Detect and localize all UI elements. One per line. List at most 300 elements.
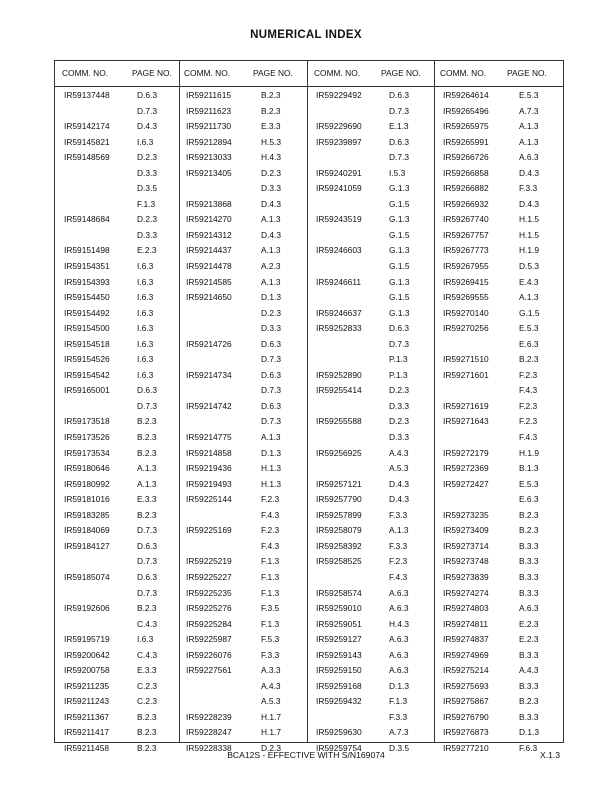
page-no: D.6.3 bbox=[261, 369, 282, 380]
index-row bbox=[64, 337, 174, 353]
index-row bbox=[443, 586, 558, 602]
page-no: D.2.3 bbox=[261, 742, 282, 753]
page-no: H.5.3 bbox=[261, 136, 282, 147]
page-no: B.3.3 bbox=[519, 587, 539, 598]
comm-no: IR59214437 bbox=[186, 245, 232, 256]
index-row bbox=[443, 383, 558, 399]
page-no: G.1.3 bbox=[389, 214, 410, 225]
comm-no: IR59200758 bbox=[64, 665, 110, 676]
comm-no: IR59259010 bbox=[316, 603, 362, 614]
page-no: F.2.3 bbox=[261, 494, 280, 505]
index-row bbox=[316, 259, 426, 275]
page-no: D.7.3 bbox=[137, 400, 158, 411]
page-no: C.2.3 bbox=[137, 696, 158, 707]
comm-no: IR59246603 bbox=[316, 245, 362, 256]
index-row bbox=[443, 135, 558, 151]
index-row bbox=[443, 306, 558, 322]
index-row bbox=[443, 508, 558, 524]
index-row bbox=[186, 104, 301, 120]
index-row bbox=[316, 477, 426, 493]
index-row bbox=[64, 694, 174, 710]
index-row bbox=[316, 508, 426, 524]
index-row bbox=[64, 150, 174, 166]
comm-no: IR59214650 bbox=[186, 292, 232, 303]
comm-no: IR59266932 bbox=[443, 198, 489, 209]
index-row bbox=[316, 632, 426, 648]
index-row bbox=[64, 601, 174, 617]
index-row bbox=[316, 554, 426, 570]
index-row bbox=[186, 461, 301, 477]
index-row bbox=[64, 243, 174, 259]
page-no: H.1.9 bbox=[519, 245, 540, 256]
comm-no: IR59214312 bbox=[186, 229, 232, 240]
comm-no: IR59271619 bbox=[443, 400, 489, 411]
comm-no: IR59271643 bbox=[443, 416, 489, 427]
header-page-no-4: PAGE NO. bbox=[507, 68, 547, 78]
comm-no: IR59214858 bbox=[186, 447, 232, 458]
page-no: F.3.3 bbox=[261, 649, 280, 660]
index-column-2 bbox=[186, 88, 301, 757]
page-no: I.6.3 bbox=[137, 261, 154, 272]
page-no: P.1.3 bbox=[389, 354, 408, 365]
page-no: D.6.3 bbox=[389, 136, 410, 147]
index-row bbox=[186, 150, 301, 166]
comm-no: IR59259150 bbox=[316, 665, 362, 676]
page-no: A.5.3 bbox=[261, 696, 281, 707]
index-row bbox=[64, 648, 174, 664]
comm-no: IR59145821 bbox=[64, 136, 110, 147]
footer-page-number: X.1.3 bbox=[540, 750, 561, 760]
index-row bbox=[443, 181, 558, 197]
header-comm-no-1: COMM. NO. bbox=[62, 68, 109, 78]
page-no: D.5.3 bbox=[519, 261, 540, 272]
index-row bbox=[64, 166, 174, 182]
page-no: B.2.3 bbox=[137, 416, 157, 427]
page-no: D.7.3 bbox=[137, 525, 158, 536]
page-no: H.4.3 bbox=[261, 152, 282, 163]
comm-no: IR59229492 bbox=[316, 90, 362, 100]
index-row bbox=[64, 275, 174, 291]
index-row bbox=[64, 228, 174, 244]
comm-no: IR59154518 bbox=[64, 338, 110, 349]
comm-no: IR59273714 bbox=[443, 540, 489, 551]
page-no: F.2.3 bbox=[519, 369, 538, 380]
index-row bbox=[316, 166, 426, 182]
index-row bbox=[443, 166, 558, 182]
index-row bbox=[64, 414, 174, 430]
page-no: B.2.3 bbox=[519, 525, 539, 536]
page-no: A.6.3 bbox=[389, 634, 409, 645]
footer-edition: BCA12S - EFFECTIVE WITH S/N169074 bbox=[227, 750, 385, 760]
comm-no: IR59257899 bbox=[316, 509, 362, 520]
index-row bbox=[443, 430, 558, 446]
page-no: D.6.3 bbox=[137, 385, 158, 396]
page-no: I.6.3 bbox=[137, 634, 154, 645]
page-no: A.1.3 bbox=[261, 245, 281, 256]
page-no: E.5.3 bbox=[519, 478, 539, 489]
index-row bbox=[316, 228, 426, 244]
page-no: D.6.3 bbox=[261, 400, 282, 411]
page-no: F.1.3 bbox=[261, 571, 280, 582]
comm-no: IR59211367 bbox=[64, 711, 110, 722]
page-no: B.3.3 bbox=[519, 556, 539, 567]
index-row bbox=[316, 710, 426, 726]
header-comm-no-2: COMM. NO. bbox=[184, 68, 231, 78]
index-row bbox=[64, 383, 174, 399]
page-no: B.3.3 bbox=[519, 649, 539, 660]
index-row bbox=[443, 368, 558, 384]
page-no: B.2.3 bbox=[137, 603, 157, 614]
comm-no: IR59258574 bbox=[316, 587, 362, 598]
index-row bbox=[186, 166, 301, 182]
comm-no: IR59275214 bbox=[443, 665, 489, 676]
page-no: D.3.3 bbox=[261, 183, 282, 194]
index-row bbox=[186, 632, 301, 648]
comm-no: IR59273839 bbox=[443, 571, 489, 582]
comm-no: IR59165001 bbox=[64, 385, 110, 396]
index-row bbox=[443, 352, 558, 368]
index-row bbox=[186, 228, 301, 244]
index-row bbox=[64, 508, 174, 524]
page-no: D.7.3 bbox=[389, 105, 410, 116]
comm-no: IR59258392 bbox=[316, 540, 362, 551]
comm-no: IR59173534 bbox=[64, 447, 110, 458]
comm-no: IR59270256 bbox=[443, 323, 489, 334]
index-row bbox=[443, 539, 558, 555]
comm-no: IR59154526 bbox=[64, 354, 110, 365]
page-no: H.1.9 bbox=[519, 447, 540, 458]
page-no: B.3.3 bbox=[519, 571, 539, 582]
index-row bbox=[64, 88, 174, 104]
index-row bbox=[443, 617, 558, 633]
page-no: D.7.3 bbox=[261, 385, 282, 396]
page-no: I.6.3 bbox=[137, 276, 154, 287]
index-row bbox=[316, 725, 426, 741]
index-row bbox=[186, 430, 301, 446]
comm-no: IR59266726 bbox=[443, 152, 489, 163]
page-no: D.1.3 bbox=[261, 447, 282, 458]
index-row bbox=[443, 648, 558, 664]
comm-no: IR59259127 bbox=[316, 634, 362, 645]
index-row bbox=[64, 725, 174, 741]
index-row bbox=[186, 710, 301, 726]
page-no: G.1.3 bbox=[389, 245, 410, 256]
comm-no: IR59240291 bbox=[316, 167, 362, 178]
index-row bbox=[443, 197, 558, 213]
index-row bbox=[186, 321, 301, 337]
comm-no: IR59213033 bbox=[186, 152, 232, 163]
comm-no: IR59258079 bbox=[316, 525, 362, 536]
index-row bbox=[186, 477, 301, 493]
page-no: A.4.3 bbox=[389, 447, 409, 458]
index-row bbox=[64, 632, 174, 648]
comm-no: IR59259143 bbox=[316, 649, 362, 660]
page-no: I.6.3 bbox=[137, 292, 154, 303]
header-comm-no-4: COMM. NO. bbox=[440, 68, 487, 78]
comm-no: IR59275693 bbox=[443, 680, 489, 691]
comm-no: IR59180646 bbox=[64, 463, 110, 474]
index-row bbox=[316, 601, 426, 617]
page-no: D.4.3 bbox=[389, 494, 410, 505]
page-no: D.2.3 bbox=[261, 167, 282, 178]
page-no: D.2.3 bbox=[261, 307, 282, 318]
page-no: B.2.3 bbox=[137, 727, 157, 738]
index-row bbox=[64, 679, 174, 695]
comm-no: IR59148684 bbox=[64, 214, 110, 225]
index-row bbox=[316, 197, 426, 213]
index-row bbox=[443, 259, 558, 275]
index-row bbox=[186, 212, 301, 228]
page-no: G.1.3 bbox=[389, 307, 410, 318]
index-row bbox=[443, 446, 558, 462]
comm-no: IR59275867 bbox=[443, 696, 489, 707]
page-no: B.3.3 bbox=[519, 711, 539, 722]
index-row bbox=[316, 290, 426, 306]
page-no: E.2.3 bbox=[519, 618, 539, 629]
page-no: D.4.3 bbox=[261, 229, 282, 240]
page-no: F.3.5 bbox=[261, 603, 280, 614]
index-row bbox=[64, 259, 174, 275]
comm-no: IR59154351 bbox=[64, 261, 110, 272]
index-row bbox=[186, 243, 301, 259]
index-row bbox=[443, 337, 558, 353]
comm-no: IR59154450 bbox=[64, 292, 110, 303]
comm-no: IR59241059 bbox=[316, 183, 362, 194]
index-column-4 bbox=[443, 88, 558, 757]
index-row bbox=[186, 508, 301, 524]
index-row bbox=[186, 181, 301, 197]
index-row bbox=[186, 368, 301, 384]
index-row bbox=[443, 104, 558, 120]
index-row bbox=[443, 523, 558, 539]
comm-no: IR59267773 bbox=[443, 245, 489, 256]
index-row bbox=[316, 212, 426, 228]
page-no: A.2.3 bbox=[261, 261, 281, 272]
index-row bbox=[186, 383, 301, 399]
page-no: A.7.3 bbox=[519, 105, 539, 116]
page-no: I.6.3 bbox=[137, 338, 154, 349]
comm-no: IR59173518 bbox=[64, 416, 110, 427]
page-no: A.6.3 bbox=[519, 152, 539, 163]
comm-no: IR59225169 bbox=[186, 525, 232, 536]
index-row bbox=[443, 414, 558, 430]
page-no: D.7.3 bbox=[137, 105, 158, 116]
index-row bbox=[186, 275, 301, 291]
comm-no: IR59265975 bbox=[443, 121, 489, 132]
index-row bbox=[443, 477, 558, 493]
page-no: D.4.3 bbox=[389, 478, 410, 489]
comm-no: IR59181016 bbox=[64, 494, 110, 505]
comm-no: IR59271510 bbox=[443, 354, 489, 365]
page-no: D.3.3 bbox=[137, 229, 158, 240]
index-row bbox=[316, 694, 426, 710]
index-row bbox=[443, 632, 558, 648]
index-row bbox=[64, 523, 174, 539]
index-row bbox=[316, 430, 426, 446]
comm-no: IR59225987 bbox=[186, 634, 232, 645]
page-no: D.3.3 bbox=[389, 432, 410, 443]
page-no: F.2.3 bbox=[389, 556, 408, 567]
page-no: A.1.3 bbox=[261, 432, 281, 443]
comm-no: IR59257121 bbox=[316, 478, 362, 489]
index-row bbox=[316, 275, 426, 291]
page-no: I.6.3 bbox=[137, 369, 154, 380]
index-row bbox=[186, 88, 301, 104]
index-row bbox=[316, 648, 426, 664]
page-no: F.4.3 bbox=[389, 571, 408, 582]
comm-no: IR59269555 bbox=[443, 292, 489, 303]
comm-no: IR59267740 bbox=[443, 214, 489, 225]
comm-no: IR59265991 bbox=[443, 136, 489, 147]
comm-no: IR59214726 bbox=[186, 338, 232, 349]
comm-no: IR59276790 bbox=[443, 711, 489, 722]
index-row bbox=[64, 446, 174, 462]
comm-no: IR59277210 bbox=[443, 742, 489, 753]
comm-no: IR59195719 bbox=[64, 634, 110, 645]
comm-no: IR59219436 bbox=[186, 463, 232, 474]
comm-no: IR59227561 bbox=[186, 665, 232, 676]
comm-no: IR59274837 bbox=[443, 634, 489, 645]
table-header-row bbox=[55, 61, 563, 87]
page-no: I.6.3 bbox=[137, 323, 154, 334]
index-row bbox=[443, 399, 558, 415]
comm-no: IR59225219 bbox=[186, 556, 232, 567]
index-row bbox=[443, 725, 558, 741]
index-row bbox=[316, 492, 426, 508]
comm-no: IR59213868 bbox=[186, 198, 232, 209]
index-row bbox=[443, 88, 558, 104]
page-no: E.3.3 bbox=[137, 665, 157, 676]
comm-no: IR59272427 bbox=[443, 478, 489, 489]
page-no: E.6.3 bbox=[519, 494, 539, 505]
comm-no: IR59148569 bbox=[64, 152, 110, 163]
page-no: D.6.3 bbox=[137, 540, 158, 551]
index-row bbox=[64, 119, 174, 135]
index-row bbox=[443, 150, 558, 166]
page-no: B.2.3 bbox=[519, 354, 539, 365]
comm-no: IR59184069 bbox=[64, 525, 110, 536]
page-no: H.1.3 bbox=[261, 478, 282, 489]
page-no: I.6.3 bbox=[137, 136, 154, 147]
comm-no: IR59214270 bbox=[186, 214, 232, 225]
page-no: H.1.7 bbox=[261, 727, 282, 738]
page-no: E.3.3 bbox=[137, 494, 157, 505]
comm-no: IR59225227 bbox=[186, 571, 232, 582]
index-row bbox=[443, 228, 558, 244]
comm-no: IR59266858 bbox=[443, 167, 489, 178]
index-row bbox=[64, 586, 174, 602]
index-row bbox=[316, 88, 426, 104]
comm-no: IR59252833 bbox=[316, 323, 362, 334]
page-no: F.1.3 bbox=[389, 696, 408, 707]
comm-no: IR59192606 bbox=[64, 603, 110, 614]
page-no: G.1.5 bbox=[389, 229, 410, 240]
index-row bbox=[186, 523, 301, 539]
page-no: F.2.3 bbox=[261, 525, 280, 536]
page-no: D.4.3 bbox=[519, 167, 540, 178]
index-row bbox=[443, 461, 558, 477]
comm-no: IR59151498 bbox=[64, 245, 110, 256]
page-no: H.4.3 bbox=[389, 618, 410, 629]
index-row bbox=[316, 321, 426, 337]
comm-no: IR59259051 bbox=[316, 618, 362, 629]
page-no: E.5.3 bbox=[519, 90, 539, 100]
comm-no: IR59255588 bbox=[316, 416, 362, 427]
comm-no: IR59273235 bbox=[443, 509, 489, 520]
index-row bbox=[64, 554, 174, 570]
page-no: A.6.3 bbox=[389, 587, 409, 598]
page-no: F.1.3 bbox=[261, 618, 280, 629]
index-row bbox=[186, 414, 301, 430]
comm-no: IR59273748 bbox=[443, 556, 489, 567]
index-row bbox=[186, 617, 301, 633]
index-row bbox=[64, 399, 174, 415]
page-no: E.2.3 bbox=[137, 245, 157, 256]
page-no: D.7.3 bbox=[261, 354, 282, 365]
page-no: D.7.3 bbox=[389, 338, 410, 349]
index-row bbox=[186, 694, 301, 710]
page-no: D.1.3 bbox=[261, 292, 282, 303]
page-no: D.6.3 bbox=[389, 90, 410, 100]
comm-no: IR59258525 bbox=[316, 556, 362, 567]
page-no: D.4.3 bbox=[137, 121, 158, 132]
comm-no: IR59272369 bbox=[443, 463, 489, 474]
column-divider bbox=[179, 61, 180, 742]
page-no: F.4.3 bbox=[519, 432, 538, 443]
comm-no: IR59274274 bbox=[443, 587, 489, 598]
comm-no: IR59211417 bbox=[64, 727, 110, 738]
page-no: B.2.3 bbox=[261, 90, 281, 100]
page-no: F.3.3 bbox=[389, 711, 408, 722]
index-row bbox=[64, 197, 174, 213]
comm-no: IR59214742 bbox=[186, 400, 232, 411]
comm-no: IR59243519 bbox=[316, 214, 362, 225]
comm-no: IR59229690 bbox=[316, 121, 362, 132]
page-no: D.6.3 bbox=[137, 571, 158, 582]
index-row bbox=[443, 694, 558, 710]
numerical-index-table bbox=[54, 60, 564, 753]
page-no: F.3.3 bbox=[389, 509, 408, 520]
index-row bbox=[186, 259, 301, 275]
page-no: H.1.7 bbox=[261, 711, 282, 722]
comm-no: IR59259168 bbox=[316, 680, 362, 691]
page-no: A.5.3 bbox=[389, 463, 409, 474]
index-row bbox=[186, 648, 301, 664]
header-page-no-2: PAGE NO. bbox=[253, 68, 293, 78]
comm-no: IR59214775 bbox=[186, 432, 232, 443]
page-no: G.1.5 bbox=[389, 198, 410, 209]
index-row bbox=[64, 710, 174, 726]
page-no: C.4.3 bbox=[137, 649, 158, 660]
page-no: A.3.3 bbox=[261, 665, 281, 676]
comm-no: IR59257790 bbox=[316, 494, 362, 505]
page-no: F.3.3 bbox=[519, 183, 538, 194]
page-no: A.1.3 bbox=[137, 463, 157, 474]
page-no: F.4.3 bbox=[261, 509, 280, 520]
page-no: D.6.3 bbox=[389, 323, 410, 334]
index-row bbox=[64, 290, 174, 306]
page-no: E.2.3 bbox=[519, 634, 539, 645]
page-no: D.2.3 bbox=[137, 152, 158, 163]
index-row bbox=[316, 399, 426, 415]
page-no: F.1.3 bbox=[261, 556, 280, 567]
page-no: B.1.3 bbox=[519, 463, 539, 474]
page-no: D.7.3 bbox=[261, 416, 282, 427]
page-no: D.3.5 bbox=[389, 742, 410, 753]
page-no: D.7.3 bbox=[137, 587, 158, 598]
index-row bbox=[316, 414, 426, 430]
index-row bbox=[316, 539, 426, 555]
